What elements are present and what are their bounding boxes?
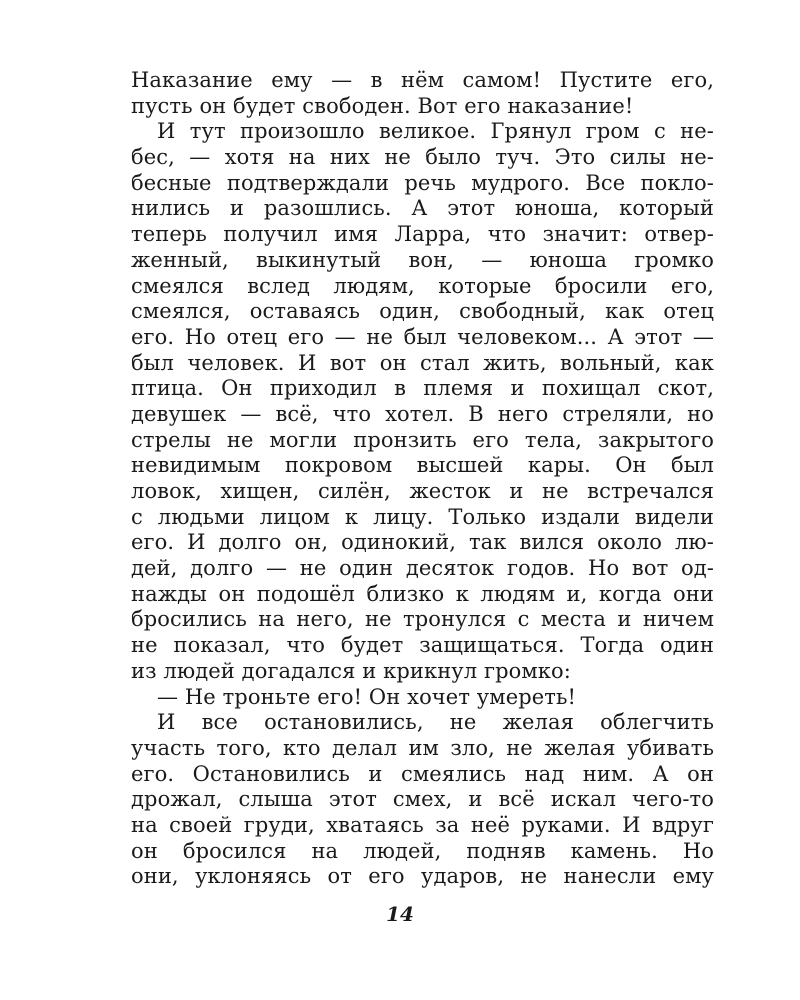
text-line: бесные подтверждали речь мудрого. Все покло- [131, 170, 714, 195]
text-line: не показал, что будет защищаться. Тогда один [131, 633, 714, 658]
text-line: ловок, хищен, силён, жесток и не встречался [131, 479, 714, 503]
text-line: смеялся вслед людям, которые бросили его, [131, 273, 714, 298]
text-line: И тут произошло великое. Грянул гром с не- [157, 119, 714, 144]
text-line: — Не троньте его! Он хочет умереть! [157, 684, 577, 709]
text-line: нажды он подошёл близко к людям и, когда они [131, 581, 714, 606]
text-line: теперь получил имя Ларра, что значит: отвер- [131, 222, 714, 247]
body-text [131, 68, 714, 890]
text-line: участь того, кто делал им зло, не желая убивать [131, 735, 714, 760]
text-line: нились и разошлись. А этот юноша, который [131, 196, 714, 221]
text-line: они, уклоняясь от его ударов, не нанесли ему [131, 864, 714, 889]
text-line: девушек — всё, что хотел. В него стреляли, но [131, 401, 714, 426]
text-line: И все остановились, не желая облегчить [157, 710, 714, 735]
text-line: бросились на него, не тронулся с места и ничем [131, 607, 714, 632]
page-number: 14 [386, 902, 414, 926]
text-line: дей, долго — не один десяток годов. Но вот од- [131, 556, 714, 581]
text-line: птица. Он приходил в племя и похищал скот, [131, 376, 714, 401]
text-line: дрожал, слыша этот смех, и всё искал чего-то [131, 787, 714, 812]
text-line: его. Остановились и смеялись над ним. А он [131, 761, 714, 786]
text-line: пусть он будет свободен. Вот его наказание! [131, 93, 634, 118]
text-line: он бросился на людей, подняв камень. Но [131, 838, 714, 863]
text-line: его. Но отец его — не был человеком... А этот — [131, 324, 714, 349]
text-line: с людьми лицом к лицу. Только издали видели [131, 504, 714, 529]
text-line: бес, — хотя на них не было туч. Это силы не- [131, 145, 714, 170]
text-line: женный, выкинутый вон, — юноша громко [131, 247, 714, 272]
text-line: был человек. И вот он стал жить, вольный, как [131, 350, 714, 375]
text-line: его. И долго он, одинокий, так вился около лю- [131, 530, 714, 555]
text-line: Наказание ему — в нём самом! Пустите его, [131, 68, 714, 92]
text-line: из людей догадался и крикнул громко: [131, 658, 571, 683]
text-line: стрелы не могли пронзить его тела, закрытого [131, 427, 714, 452]
text-line: невидимым покровом высшей кары. Он был [131, 453, 714, 478]
text-line: смеялся, оставаясь один, свободный, как отец [131, 299, 714, 324]
text-line: на своей груди, хватаясь за неё руками. И вдруг [131, 812, 714, 837]
